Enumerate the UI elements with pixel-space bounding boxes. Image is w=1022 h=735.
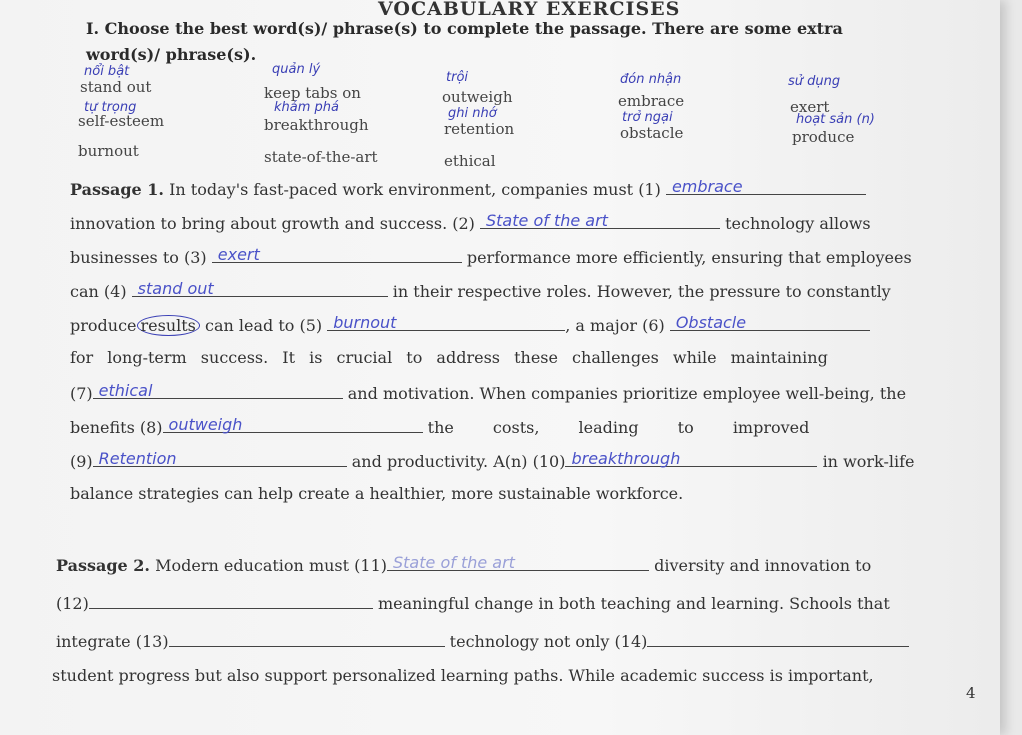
blank-2[interactable]: [480, 212, 720, 229]
note-obstacle: trở ngại: [622, 110, 673, 125]
blank-9[interactable]: [93, 450, 347, 467]
passage2-text: integrate (13): [56, 632, 169, 651]
blank-6[interactable]: [670, 314, 870, 331]
passage1-line1: [70, 178, 866, 199]
passage1-text: in their respective roles. However, the pressure to constantly: [392, 282, 891, 301]
passage2-text: Modern education must (11): [155, 556, 387, 575]
answer-8: outweigh: [168, 415, 243, 434]
passage1-line6: for long-term success. It is crucial to address these challenges while maintaining: [70, 348, 828, 367]
passage1-line9: [70, 450, 915, 471]
passage1-line3: [70, 246, 912, 267]
blank-3[interactable]: [212, 246, 462, 263]
note-exert: sử dụng: [788, 74, 841, 89]
passage1-text: businesses to (3): [70, 248, 207, 267]
blank-7[interactable]: [93, 382, 343, 399]
note-self-esteem: tự trọng: [84, 100, 137, 115]
passage1-line5: [70, 314, 870, 335]
passage1-text: in work-life: [822, 452, 915, 471]
blank-12[interactable]: [89, 592, 373, 609]
page-number: 4: [966, 684, 976, 702]
passage1-text: the costs, leading to improved: [427, 418, 810, 437]
passage1-text: (7): [70, 384, 93, 403]
note-produce: hoạt sản (n): [796, 112, 875, 127]
passage2-text: diversity and innovation to: [654, 556, 872, 575]
answer-2: State of the art: [486, 211, 608, 230]
word-produce: produce: [792, 128, 855, 146]
answer-11: State of the art: [393, 553, 515, 572]
note-keep-tabs-on: quản lý: [272, 62, 321, 77]
passage2-text: technology not only (14): [449, 632, 648, 651]
passage2-line4: student progress but also support personalized learning paths. While academic success is important,: [52, 666, 874, 685]
passage1-text: innovation to bring about growth and success. (2): [70, 214, 475, 233]
word-stand-out: stand out: [80, 78, 152, 96]
page-title: VOCABULARY EXERCISES: [378, 0, 681, 20]
word-embrace: embrace: [618, 92, 685, 110]
passage2-label: Passage 2.: [56, 556, 150, 575]
blank-8[interactable]: [163, 416, 423, 433]
blank-5[interactable]: [327, 314, 565, 331]
passage1-line2: [70, 212, 871, 233]
note-breakthrough: khám phá: [274, 100, 339, 115]
passage2-line2: [56, 592, 890, 613]
passage1-text: can lead to (5): [204, 316, 323, 335]
blank-14[interactable]: [647, 630, 909, 647]
passage2-text: (12): [56, 594, 89, 613]
passage1-text: performance more efficiently, ensuring that employees: [466, 248, 912, 267]
word-keep-tabs-on: keep tabs on: [264, 84, 361, 102]
answer-9: Retention: [98, 449, 177, 468]
passage1-label: Passage 1.: [70, 180, 164, 199]
note-outweigh: trội: [446, 70, 469, 85]
passage2-line3: [56, 630, 909, 651]
answer-7: ethical: [98, 381, 153, 400]
word-breakthrough: breakthrough: [264, 116, 369, 134]
passage1-text: and productivity. A(n) (10): [351, 452, 566, 471]
word-exert: exert: [790, 98, 830, 116]
blank-11[interactable]: [387, 554, 649, 571]
blank-1[interactable]: [666, 178, 866, 195]
word-obstacle: obstacle: [620, 124, 684, 142]
blank-4[interactable]: [132, 280, 388, 297]
passage1-text: can (4): [70, 282, 127, 301]
passage1-text: In today's fast-paced work environment, companies must (1): [169, 180, 661, 199]
word-burnout: burnout: [78, 142, 139, 160]
blank-13[interactable]: [169, 630, 445, 647]
passage1-line8: [70, 416, 809, 437]
word-bank: [0, 0, 1000, 180]
word-state-of-the-art: state-of-the-art: [264, 148, 378, 166]
note-embrace: đón nhận: [620, 72, 682, 87]
word-retention: retention: [444, 120, 515, 138]
passage1-text: technology allows: [725, 214, 871, 233]
note-retention: ghi nhớ: [448, 106, 497, 121]
answer-5: burnout: [333, 313, 397, 332]
passage1-line7: [70, 382, 906, 403]
circled-word: results: [137, 315, 200, 336]
passage1-text: benefits (8): [70, 418, 163, 437]
word-ethical: ethical: [444, 152, 496, 170]
answer-4: stand out: [137, 279, 214, 298]
word-self-esteem: self-esteem: [78, 112, 165, 130]
passage2-line1: [56, 554, 871, 575]
word-outweigh: outweigh: [442, 88, 513, 106]
answer-10: breakthrough: [571, 449, 681, 468]
passage1-line4: [70, 280, 891, 301]
answer-1: embrace: [671, 177, 743, 196]
answer-3: exert: [217, 245, 260, 264]
blank-10[interactable]: [565, 450, 817, 467]
passage2-text: meaningful change in both teaching and learning. Schools that: [377, 594, 890, 613]
passage1-text: produce: [70, 316, 137, 335]
instruction: I. Choose the best word(s)/ phrase(s) to complete the passage. There are some extra word(s)/ phrase(s).: [86, 19, 843, 64]
note-stand-out: nổi bật: [84, 64, 130, 79]
passage1-text: and motivation. When companies prioritize employee well-being, the: [347, 384, 907, 403]
answer-6: Obstacle: [675, 313, 747, 332]
passage1-text: (9): [70, 452, 93, 471]
passage1-text: , a major (6): [565, 316, 665, 335]
passage1-line10: balance strategies can help create a healthier, more sustainable workforce.: [70, 484, 684, 503]
